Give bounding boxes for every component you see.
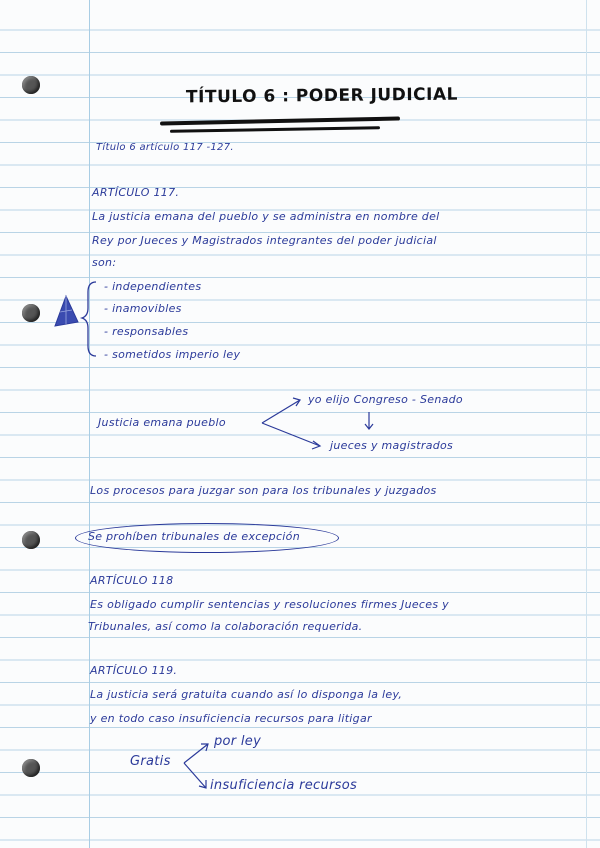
page-title: TÍTULO 6 : PODER JUDICIAL [185,84,458,108]
list-item: - sometidos imperio ley [104,348,241,361]
pyramid-icon [55,296,78,326]
art119-line: y en todo caso insuficiencia recursos para litigar [90,712,372,725]
oval-text: Se prohíben tribunales de excepción [88,530,300,543]
diagram-root: Gratis [130,754,171,769]
diagram-branch: jueces y magistrados [330,439,454,452]
art118-line: Tribunales, así como la colaboración requerida. [88,620,363,633]
arrow-down-right [184,763,206,788]
art119-heading: ARTÍCULO 119. [90,664,178,677]
arrow-up-right [184,744,208,763]
arrow-down-right [262,423,320,446]
art117-line: son: [92,256,117,269]
diagram-branch: insuficiencia recursos [210,778,358,793]
diagram-branch: por ley [214,734,262,749]
diagram-branch: yo elijo Congreso - Senado [308,393,463,406]
brace-icon [82,282,96,356]
art118-line: Es obligado cumplir sentencias y resoluciones firmes Jueces y [90,598,449,611]
list-item: - responsables [104,325,189,338]
subtitle: Título 6 artículo 117 -127. [96,142,234,153]
process-line: Los procesos para juzgar son para los tribunales y juzgados [90,484,437,497]
diagram-root: Justicia emana pueblo [98,416,226,429]
list-item: - independientes [104,280,202,293]
list-item: - inamovibles [104,302,182,315]
art118-heading: ARTÍCULO 118 [90,574,174,587]
art117-line: Rey por Jueces y Magistrados integrantes del poder judicial [92,234,437,247]
art117-line: La justicia emana del pueblo y se administra en nombre del [92,210,440,223]
art119-line: La justicia será gratuita cuando así lo disponga la ley, [90,688,403,701]
arrow-up-right [262,400,300,423]
art117-heading: ARTÍCULO 117. [92,186,180,199]
